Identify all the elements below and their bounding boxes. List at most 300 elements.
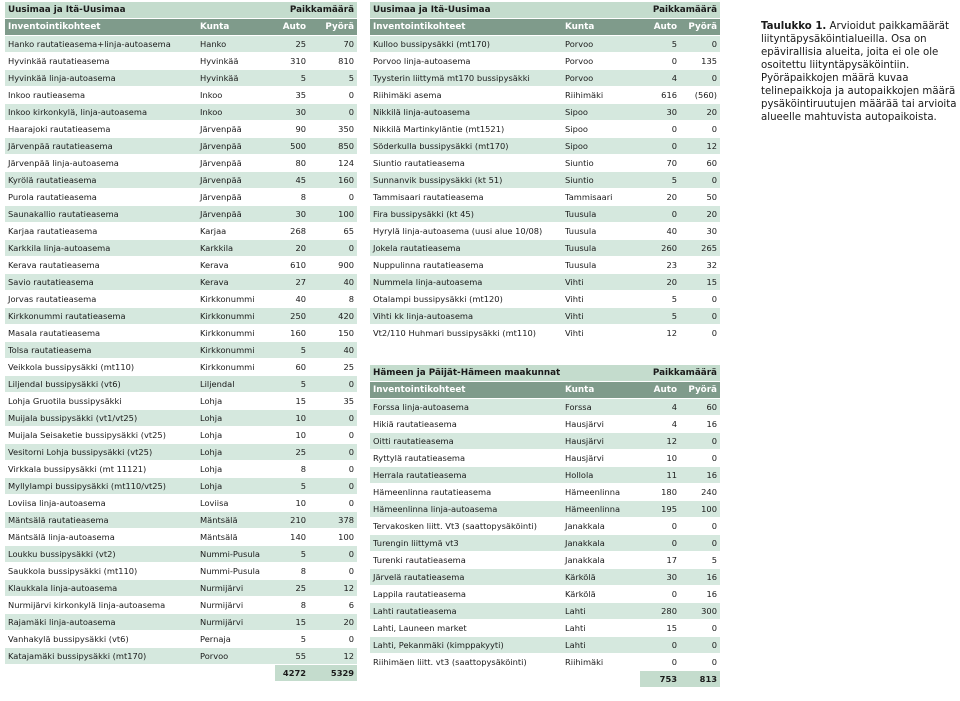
cell-auto: 8 [275,189,309,206]
cell-auto: 8 [275,563,309,580]
cell-auto: 10 [640,450,680,467]
cell-kunta: Kärkölä [562,586,640,603]
cell-kohde: Inkoo rautieasema [5,87,197,104]
cell-kohde: Loukku bussipysäkki (vt2) [5,546,197,563]
total-pyora: 5329 [309,665,357,682]
cell-kohde: Riihimäki asema [370,87,562,104]
cell-kunta: Vihti [562,291,640,308]
cell-kohde: Virkkala bussipysäkki (mt 11121) [5,461,197,478]
cell-auto: 310 [275,53,309,70]
table-row [5,36,357,53]
cell-auto: 5 [275,70,309,87]
table-header-row [5,19,357,36]
header-kunta: Kunta [562,19,640,36]
table-title: Uusimaa ja Itä-Uusimaa [5,2,275,19]
table-row [370,620,720,637]
cell-kohde: Hyvinkää linja-autoasema [5,70,197,87]
table-row [5,614,357,631]
cell-auto: 610 [275,257,309,274]
total-row [370,671,720,688]
cell-kunta: Nurmijärvi [197,614,275,631]
header-auto: Auto [640,19,680,36]
cell-pyora: 50 [680,189,720,206]
table-row [5,138,357,155]
cell-kunta: Vihti [562,308,640,325]
cell-auto: 616 [640,87,680,104]
table-row [5,155,357,172]
cell-kunta: Siuntio [562,155,640,172]
table-row [5,291,357,308]
table-row [5,70,357,87]
cell-kunta: Janakkala [562,535,640,552]
table-row [370,654,720,671]
table-row [370,223,720,240]
cell-pyora: 350 [309,121,357,138]
cell-kunta: Siuntio [562,172,640,189]
table-caption [761,20,957,124]
cell-kohde: Nurmijärvi kirkonkylä linja-autoasema [5,597,197,614]
cell-kohde: Järvenpää linja-autoasema [5,155,197,172]
header-kohde: Inventointikohteet [5,19,197,36]
table-row [5,495,357,512]
cell-pyora: 6 [309,597,357,614]
cell-auto: 27 [275,274,309,291]
cell-auto: 12 [640,325,680,342]
cell-kunta: Tuusula [562,223,640,240]
cell-kunta: Hämeenlinna [562,484,640,501]
cell-pyora: 100 [309,529,357,546]
table-row [370,569,720,586]
cell-kohde: Siuntio rautatieasema [370,155,562,172]
cell-kunta: Kirkkonummi [197,308,275,325]
table-row [5,121,357,138]
cell-kunta: Lahti [562,620,640,637]
cell-pyora: 0 [680,654,720,671]
cell-auto: 15 [275,614,309,631]
header-pyora: Pyörä [680,19,720,36]
cell-kohde: Tammisaari rautatieasema [370,189,562,206]
table-row [5,257,357,274]
header-auto: Auto [640,382,680,399]
table-row [5,393,357,410]
cell-pyora: 0 [309,461,357,478]
cell-pyora: 16 [680,416,720,433]
cell-kohde: Kyrölä rautatieasema [5,172,197,189]
table-row [370,53,720,70]
cell-kunta: Järvenpää [197,206,275,223]
table-row [370,484,720,501]
cell-kunta: Nummi-Pusula [197,563,275,580]
cell-pyora: 420 [309,308,357,325]
cell-pyora: 20 [680,104,720,121]
left-table-body [5,2,357,682]
cell-auto: 0 [640,637,680,654]
cell-auto: 45 [275,172,309,189]
cell-auto: 11 [640,467,680,484]
cell-kunta: Hämeenlinna [562,501,640,518]
table-row [370,535,720,552]
table-row [370,552,720,569]
table-row [370,637,720,654]
cell-auto: 5 [275,478,309,495]
table-row [370,138,720,155]
cell-auto: 25 [275,36,309,53]
right-parking-table-hame [370,365,720,688]
cell-kohde: Masala rautatieasema [5,325,197,342]
cell-kohde: Hikiä rautatieasema [370,416,562,433]
cell-pyora: 0 [680,291,720,308]
cell-kunta: Kirkkonummi [197,291,275,308]
cell-pyora: 5 [309,70,357,87]
cell-kohde: Lappila rautatieasema [370,586,562,603]
cell-kohde: Jorvas rautatieasema [5,291,197,308]
cell-kohde: Lahti rautatieasema [370,603,562,620]
table-row [5,240,357,257]
table-row [370,518,720,535]
table-row [370,189,720,206]
left-parking-table [5,2,357,682]
cell-pyora: 0 [309,410,357,427]
cell-kohde: Lohja Gruotila bussipysäkki [5,393,197,410]
cell-kunta: Inkoo [197,104,275,121]
table-row [5,308,357,325]
cell-pyora: 900 [309,257,357,274]
cell-kunta: Forssa [562,399,640,416]
cell-auto: 210 [275,512,309,529]
table-row [5,172,357,189]
cell-auto: 5 [275,376,309,393]
cell-auto: 17 [640,552,680,569]
table-row [5,529,357,546]
table-row [5,87,357,104]
cell-auto: 40 [275,291,309,308]
cell-pyora: 32 [680,257,720,274]
cell-auto: 0 [640,654,680,671]
right1-table-body [370,2,720,342]
total-row [5,665,357,682]
table-row [370,87,720,104]
cell-pyora: 0 [309,546,357,563]
cell-pyora: 60 [680,155,720,172]
cell-kunta: Kirkkonummi [197,342,275,359]
table-row [5,223,357,240]
cell-kunta: Tuusula [562,257,640,274]
cell-auto: 180 [640,484,680,501]
cell-kohde: Vesitorni Lohja bussipysäkki (vt25) [5,444,197,461]
cell-kunta: Porvoo [562,53,640,70]
cell-kunta: Kirkkonummi [197,325,275,342]
cell-auto: 160 [275,325,309,342]
table-header-row [370,382,720,399]
table-title: Hämeen ja Päijät-Hämeen maakunnat [370,365,640,382]
header-pyora: Pyörä [309,19,357,36]
cell-kunta: Hollola [562,467,640,484]
cell-auto: 20 [640,274,680,291]
cell-kunta: Inkoo [197,87,275,104]
table-row [5,444,357,461]
header-kohde: Inventointikohteet [370,19,562,36]
cell-kohde: Fira bussipysäkki (kt 45) [370,206,562,223]
cell-kunta: Nummi-Pusula [197,546,275,563]
cell-kunta: Pernaja [197,631,275,648]
cell-kunta: Kärkölä [562,569,640,586]
cell-kohde: Tyysterin liittymä mt170 bussipysäkki [370,70,562,87]
cell-pyora: 0 [309,427,357,444]
cell-kunta: Janakkala [562,518,640,535]
cell-kunta: Järvenpää [197,172,275,189]
cell-auto: 195 [640,501,680,518]
table-row [370,155,720,172]
cell-kunta: Porvoo [562,70,640,87]
table-title-right: Paikkamäärä [640,2,720,19]
cell-pyora: 15 [680,274,720,291]
table-row [370,104,720,121]
cell-kohde: Järvelä rautatieasema [370,569,562,586]
cell-auto: 30 [640,569,680,586]
table-row [5,104,357,121]
table-header-row [370,19,720,36]
cell-auto: 0 [640,586,680,603]
cell-kunta: Liljendal [197,376,275,393]
cell-auto: 30 [275,104,309,121]
cell-auto: 140 [275,529,309,546]
cell-kohde: Inkoo kirkonkylä, linja-autoasema [5,104,197,121]
cell-kohde: Veikkola bussipysäkki (mt110) [5,359,197,376]
header-kunta: Kunta [197,19,275,36]
cell-kohde: Mäntsälä rautatieasema [5,512,197,529]
cell-kohde: Loviisa linja-autoasema [5,495,197,512]
table-title-row [5,2,357,19]
cell-pyora: 16 [680,569,720,586]
cell-kohde: Riihimäen liitt. vt3 (saattopysäköinti) [370,654,562,671]
cell-kunta: Sipoo [562,104,640,121]
cell-kunta: Porvoo [562,36,640,53]
table-row [370,240,720,257]
cell-pyora: 12 [680,138,720,155]
cell-pyora: 40 [309,274,357,291]
total-spacer [197,665,275,682]
table-row [370,308,720,325]
table-row [5,410,357,427]
table-row [5,206,357,223]
cell-kunta: Kerava [197,274,275,291]
cell-auto: 23 [640,257,680,274]
cell-pyora: 160 [309,172,357,189]
cell-auto: 55 [275,648,309,665]
cell-kunta: Lohja [197,410,275,427]
cell-pyora: 300 [680,603,720,620]
cell-kunta: Riihimäki [562,87,640,104]
cell-pyora: 16 [680,467,720,484]
cell-pyora: 70 [309,36,357,53]
cell-pyora: 12 [309,580,357,597]
table-row [5,189,357,206]
cell-kohde: Porvoo linja-autoasema [370,53,562,70]
cell-pyora: 100 [680,501,720,518]
cell-pyora: 0 [309,189,357,206]
table-title-row [370,2,720,19]
table-row [5,512,357,529]
cell-pyora: 0 [309,87,357,104]
cell-kohde: Haarajoki rautatieasema [5,121,197,138]
cell-kohde: Turengin liittymä vt3 [370,535,562,552]
table-row [5,648,357,665]
cell-kunta: Lohja [197,461,275,478]
cell-kunta: Tuusula [562,240,640,257]
table-row [370,603,720,620]
cell-pyora: 265 [680,240,720,257]
table-row [370,467,720,484]
cell-kunta: Vihti [562,325,640,342]
cell-kunta: Porvoo [197,648,275,665]
cell-kohde: Liljendal bussipysäkki (vt6) [5,376,197,393]
cell-kohde: Muijala Seisaketie bussipysäkki (vt25) [5,427,197,444]
cell-auto: 0 [640,121,680,138]
cell-kunta: Lohja [197,393,275,410]
cell-auto: 0 [640,535,680,552]
cell-kunta: Sipoo [562,121,640,138]
table-row [5,597,357,614]
cell-pyora: 240 [680,484,720,501]
cell-pyora: 810 [309,53,357,70]
table-row [5,342,357,359]
cell-pyora: 0 [680,433,720,450]
cell-auto: 0 [640,518,680,535]
total-spacer [5,665,197,682]
cell-kohde: Saunakallio rautatieasema [5,206,197,223]
cell-auto: 15 [275,393,309,410]
cell-kunta: Hausjärvi [562,450,640,467]
cell-auto: 260 [640,240,680,257]
cell-pyora: 378 [309,512,357,529]
cell-pyora: 850 [309,138,357,155]
cell-auto: 5 [275,631,309,648]
cell-auto: 250 [275,308,309,325]
cell-pyora: 0 [309,240,357,257]
cell-kohde: Hanko rautatieasema+linja-autoasema [5,36,197,53]
cell-auto: 70 [640,155,680,172]
cell-kohde: Hämeenlinna rautatieasema [370,484,562,501]
cell-kunta: Järvenpää [197,138,275,155]
cell-auto: 30 [640,104,680,121]
cell-pyora: 0 [680,172,720,189]
cell-kunta: Hyvinkää [197,53,275,70]
cell-kunta: Nurmijärvi [197,580,275,597]
cell-pyora: 35 [309,393,357,410]
cell-kunta: Hyvinkää [197,70,275,87]
cell-auto: 12 [640,433,680,450]
header-kohde: Inventointikohteet [370,382,562,399]
table-row [370,36,720,53]
cell-kohde: Karkkila linja-autoasema [5,240,197,257]
table-row [5,478,357,495]
cell-pyora: 0 [309,495,357,512]
cell-kohde: Ryttylä rautatieasema [370,450,562,467]
cell-kunta: Mäntsälä [197,529,275,546]
cell-kohde: Järvenpää rautatieasema [5,138,197,155]
cell-kohde: Forssa linja-autoasema [370,399,562,416]
cell-auto: 20 [275,240,309,257]
cell-kunta: Hausjärvi [562,416,640,433]
total-spacer [370,671,562,688]
cell-pyora: 0 [680,620,720,637]
cell-kohde: Tolsa rautatieasema [5,342,197,359]
table-row [370,586,720,603]
cell-pyora: 0 [309,376,357,393]
cell-kunta: Lahti [562,603,640,620]
cell-auto: 4 [640,416,680,433]
right-parking-table-uusimaa [370,2,720,342]
cell-kohde: Tervakosken liitt. Vt3 (saattopysäköinti) [370,518,562,535]
cell-kunta: Karjaa [197,223,275,240]
cell-kunta: Järvenpää [197,155,275,172]
cell-kohde: Herrala rautatieasema [370,467,562,484]
cell-kohde: Purola rautatieasema [5,189,197,206]
cell-kunta: Nurmijärvi [197,597,275,614]
cell-pyora: 20 [680,206,720,223]
cell-kohde: Kerava rautatieasema [5,257,197,274]
cell-kohde: Rajamäki linja-autoasema [5,614,197,631]
cell-kunta: Karkkila [197,240,275,257]
cell-auto: 4 [640,399,680,416]
cell-pyora: 0 [680,325,720,342]
cell-auto: 40 [640,223,680,240]
table-row [5,563,357,580]
cell-kohde: Otalampi bussipysäkki (mt120) [370,291,562,308]
cell-auto: 20 [640,189,680,206]
cell-kohde: Lahti, Pekanmäki (kimppakyyti) [370,637,562,654]
cell-kunta: Järvenpää [197,189,275,206]
cell-kunta: Hanko [197,36,275,53]
cell-kohde: Muijala bussipysäkki (vt1/vt25) [5,410,197,427]
table-title-right: Paikkamäärä [640,365,720,382]
cell-pyora: 0 [680,450,720,467]
header-auto: Auto [275,19,309,36]
cell-auto: 0 [640,53,680,70]
cell-pyora: 25 [309,359,357,376]
cell-pyora: 60 [680,399,720,416]
cell-pyora: 0 [680,36,720,53]
table-row [370,121,720,138]
table-title: Uusimaa ja Itä-Uusimaa [370,2,640,19]
cell-kohde: Nummela linja-autoasema [370,274,562,291]
cell-auto: 268 [275,223,309,240]
cell-kohde: Nikkilä linja-autoasema [370,104,562,121]
cell-auto: 5 [640,308,680,325]
table-row [370,399,720,416]
cell-kunta: Sipoo [562,138,640,155]
cell-kohde: Klaukkala linja-autoasema [5,580,197,597]
cell-kunta: Janakkala [562,552,640,569]
cell-auto: 80 [275,155,309,172]
cell-pyora: 0 [680,637,720,654]
caption-title: Taulukko 1. [761,21,827,32]
cell-pyora: 12 [309,648,357,665]
cell-pyora: 0 [309,444,357,461]
cell-kohde: Hyvinkää rautatieasema [5,53,197,70]
cell-pyora: (560) [680,87,720,104]
cell-kohde: Lahti, Launeen market [370,620,562,637]
cell-pyora: 0 [680,121,720,138]
cell-auto: 5 [640,36,680,53]
cell-pyora: 0 [680,518,720,535]
cell-auto: 500 [275,138,309,155]
cell-kunta: Hausjärvi [562,433,640,450]
cell-kohde: Saukkola bussipysäkki (mt110) [5,563,197,580]
cell-auto: 10 [275,410,309,427]
cell-kunta: Mäntsälä [197,512,275,529]
cell-kohde: Vanhakylä bussipysäkki (vt6) [5,631,197,648]
